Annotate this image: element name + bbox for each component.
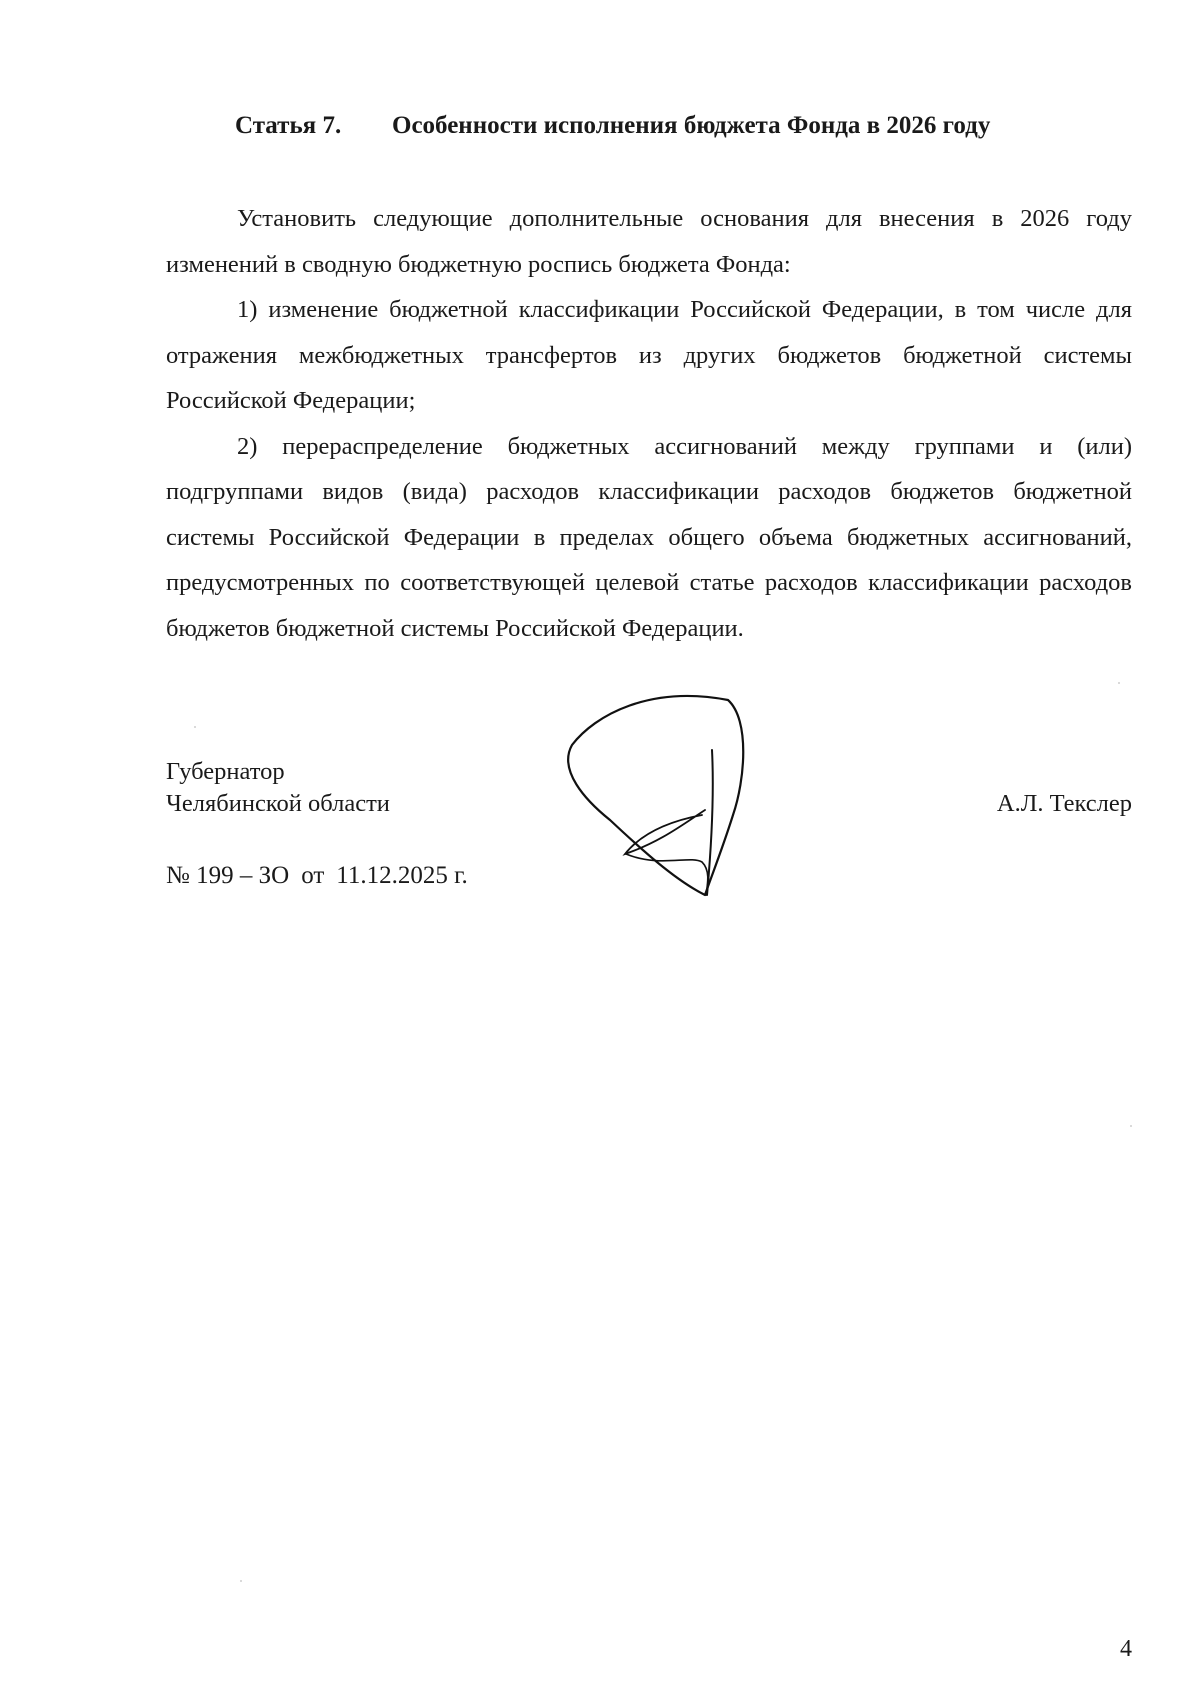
article-title: Особенности исполнения бюджета Фонда в 2026 году [392, 112, 991, 139]
page-number: 4 [1120, 1636, 1132, 1662]
signatory-position [166, 756, 390, 820]
position-line-1: Губернатор [166, 758, 285, 785]
list-item-2: 2) перераспределение бюджетных ассигнований между группами и (или) подгруппами видов (вида) расходов классификации расходов бюджетов бюджетной системы Российской Федерации в пределах общего объема бюджетных ассигнований, предусмотренных по соответствующей целевой статье расходов классификации расходов бюджетов бюджетной системы Российской Федерации. [166, 432, 1132, 642]
position-line-2: Челябинской области [166, 790, 390, 817]
scan-speck [1130, 1125, 1132, 1127]
scan-speck [1118, 682, 1120, 684]
intro-paragraph: Установить следующие дополнительные основания для внесения в 2026 году изменений в сводную бюджетную роспись бюджета Фонда: [166, 205, 1132, 278]
scan-speck [240, 1580, 242, 1582]
signatory-name: А.Л. Текслер [996, 790, 1132, 817]
scan-speck [194, 726, 196, 728]
document-number [166, 860, 468, 892]
article-body [166, 196, 1132, 651]
date-preposition: от [301, 862, 325, 889]
article-heading [235, 110, 990, 142]
law-date: 11.12.2025 г. [336, 862, 468, 889]
handwritten-signature [560, 690, 800, 910]
law-number: № 199 – ЗО [166, 862, 290, 889]
list-item-1: 1) изменение бюджетной классификации Российской Федерации, в том числе для отражения межбюджетных трансфертов из других бюджетов бюджетной системы Российской Федерации; [166, 296, 1132, 414]
article-number: Статья 7. [235, 112, 342, 139]
